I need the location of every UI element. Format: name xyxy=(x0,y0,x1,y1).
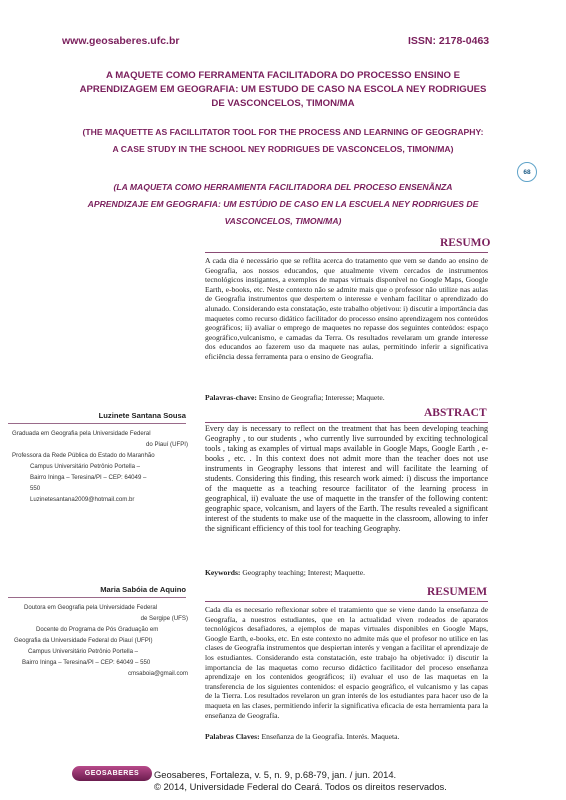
author-aff-line: Docente do Programa de Pós Graduação em xyxy=(36,626,159,633)
resumo-keywords xyxy=(205,393,488,402)
resumo-body: A cada dia é necessário que se reflita acerca do tratamento que vem se dando ao ensino de Geografia, aos nossos educandos, que atualmente vivem cercados de instrumentos tecnológicos instigantes, a exemplos de mapas virtuais disponível no Google Maps, Google Earth, e-books, etc. Neste contexto não se admite mais que o professor não utilize nas aulas de Geografia instrumentos que despertem o interesse e venham facilitar o aprendizado do alunado. Considerando esta constatação, este trabalho objetivou: i) discutir a importância das maquetes como recurso didático facilitador do processo ensino aprendizagem nos conteúdos geográficos; ii) avaliar o emprego de maquetes no repasse dos seguintes conteúdos: espaço geográfico,vulcanismo, e camadas da Terra. Os resultados revelaram um grande interesse dos educandos ao fazerem uso da maquete nas aulas, permitindo inferir a significativa eficiência dessa ferramenta para o ensino de Geografia. xyxy=(205,256,488,361)
author-2-name: Maria Sabóia de Aquino xyxy=(100,585,186,594)
author-aff-line: Campus Universitário Petrônio Portella – xyxy=(28,648,139,655)
issn-label: ISSN: 2178-0463 xyxy=(408,35,490,47)
author-aff-line: Bairro Ininga – Teresina/PI – CEP: 64049 – xyxy=(30,474,147,481)
abstract-divider xyxy=(205,422,488,423)
author-aff-line: Campus Universitário Petrônio Portella – xyxy=(30,463,141,470)
abstract-heading: ABSTRACT xyxy=(424,407,487,419)
title-es-line: (LA MAQUETA COMO HERRAMIENTA FACILITADORA DEL PROCESO ENSENÃNZA xyxy=(113,182,453,192)
resumem-keywords-text: Enseñanza de la Geografía. Interés. Maqueta. xyxy=(261,732,400,741)
author-aff-line: Geografia da Universidade Federal do Piauí (UFPI) xyxy=(14,637,153,644)
author-aff-line: Graduada em Geografia pela Universidade Federal xyxy=(12,430,151,437)
resumo-heading: RESUMO xyxy=(440,237,491,249)
title-spanish xyxy=(60,179,506,230)
resumem-keywords xyxy=(205,732,488,741)
title-en-line: A CASE STUDY IN THE SCHOOL NEY RODRIGUES DE VASCONCELOS, TIMON/MA) xyxy=(112,144,454,154)
author-2-divider xyxy=(8,597,186,598)
author-1-divider xyxy=(8,423,186,424)
geosaberes-logo: GEOSABERES xyxy=(72,766,152,781)
author-1-name: Luzinete Santana Sousa xyxy=(98,411,186,420)
author-aff-line: Doutora em Geografia pela Universidade Federal xyxy=(24,604,158,611)
journal-website: www.geosaberes.ufc.br xyxy=(62,35,180,47)
resumo-divider xyxy=(205,252,488,253)
resumem-divider xyxy=(205,601,488,602)
title-es-line: APRENDIZAJE EM GEOGRAFIA: UM ESTÚDIO DE CASO EN LA ESCUELA NEY RODRIGUES DE xyxy=(87,199,479,209)
author-aff-line: 550 xyxy=(30,485,41,492)
abstract-body: Every day is necessary to reflect on the treatment that has been developing teaching Geography , to our students , who currently live surrounded by exciting technological tools , taking as examples of virtual maps available in Google Maps, Google Earth , e-books , etc. . In this context does not admit more than the teacher does not use instruments in Geography lessons that interest and will facilitate the learning of students. Considering this finding, this research work aimed: i) discuss the importance of the maquette as a teaching resource facilitator of the learning process in geographical, ii) evaluate the use of maquette in the transfer of the following content: geographic space, volcanism, and layers of the Earth. The results revealed a significant interest of the students to make use of the maquette in the classroom, allowing to infer the significant efficiency of this tool for teaching Geography. xyxy=(205,424,488,533)
author-aff-line: Bairro Ininga – Teresina/PI – CEP: 64049 – 550 xyxy=(22,659,151,666)
resumem-body: Cada día es necesario reflexionar sobre el tratamiento que se viene dando la enseñanza de Geografía, a nuestros estudiantes, que en la actualidad viven rodeados de aparatos tecnológicos desafiadores, a ejemplos de mapas virtuales disponibles en Google Maps, Google Earth, e-books, etc. En este contexto no admite más que el profesor no utilice en las clases de Geografía instrumentos que despiertan interés y vengan a facilitar el aprendizaje de los estudiantes. Considerando esta constatación, este trabajo ha objetivado: i) discutir la importancia de las maquetas como recurso didáctico facilitador del proceso enseñanza aprendizaje en los contenidos geográficos; ii) evaluar el uso de las maquetas en la transferencia de los siguientes contenidos: el espacio geográfico, el vulcanismo y las capas de la Tierra. Los resultados revelaron un gran interés de los estudiantes para hacer uso de la maqueta en las clases, permitiendo inferir la significativa eficacia de esta herramienta para la enseñanza de Geografía. xyxy=(205,605,488,720)
title-en-line: (THE MAQUETTE AS FACILLITATOR TOOL FOR THE PROCESS AND LEARNING OF GEOGRAPHY: xyxy=(82,127,484,137)
author-email: cmsaboia@gmail.com xyxy=(127,670,188,677)
abstract-keywords-label: Keywords: xyxy=(205,568,241,577)
resumo-keywords-text: Ensino de Geografia; Interesse; Maquete. xyxy=(258,393,385,402)
author-aff-line: do Piauí (UFPI) xyxy=(146,441,188,448)
abstract-keywords-text: Geography teaching; Interest; Maquette. xyxy=(242,568,366,577)
title-pt-line: APRENDIZAGEM EM GEOGRAFIA: UM ESTUDO DE CASO NA ESCOLA NEY RODRIGUES xyxy=(79,84,487,95)
author-aff-line: de Sergipe (UFS) xyxy=(140,615,188,622)
title-pt-line: A MAQUETE COMO FERRAMENTA FACILITADORA DO PROCESSO ENSINO E xyxy=(105,70,461,81)
page-number-badge: 68 xyxy=(517,162,537,182)
resumem-heading: RESUMEM xyxy=(427,586,488,598)
abstract-keywords xyxy=(205,568,488,577)
author-email: Luzinetesantana2009@hotmail.com.br xyxy=(30,496,135,503)
title-pt-line: DE VASCONCELOS, TIMON/MA xyxy=(211,98,355,109)
title-portuguese xyxy=(60,69,506,111)
title-english xyxy=(60,124,506,158)
footer-copyright: © 2014, Universidade Federal do Ceará. Todos os direitos reservados. xyxy=(154,781,447,792)
author-1-affiliation xyxy=(8,428,188,505)
footer-citation: Geosaberes, Fortaleza, v. 5, n. 9, p.68-79, jan. / jun. 2014. xyxy=(154,769,397,780)
resumo-keywords-label: Palavras-chave: xyxy=(205,393,257,402)
title-es-line: VASCONCELOS, TIMON/MA) xyxy=(224,216,342,226)
author-aff-line: Professora da Rede Pública do Estado do Maranhão xyxy=(12,452,155,459)
resumem-keywords-label: Palabras Claves: xyxy=(205,732,260,741)
author-2-affiliation xyxy=(8,602,188,679)
